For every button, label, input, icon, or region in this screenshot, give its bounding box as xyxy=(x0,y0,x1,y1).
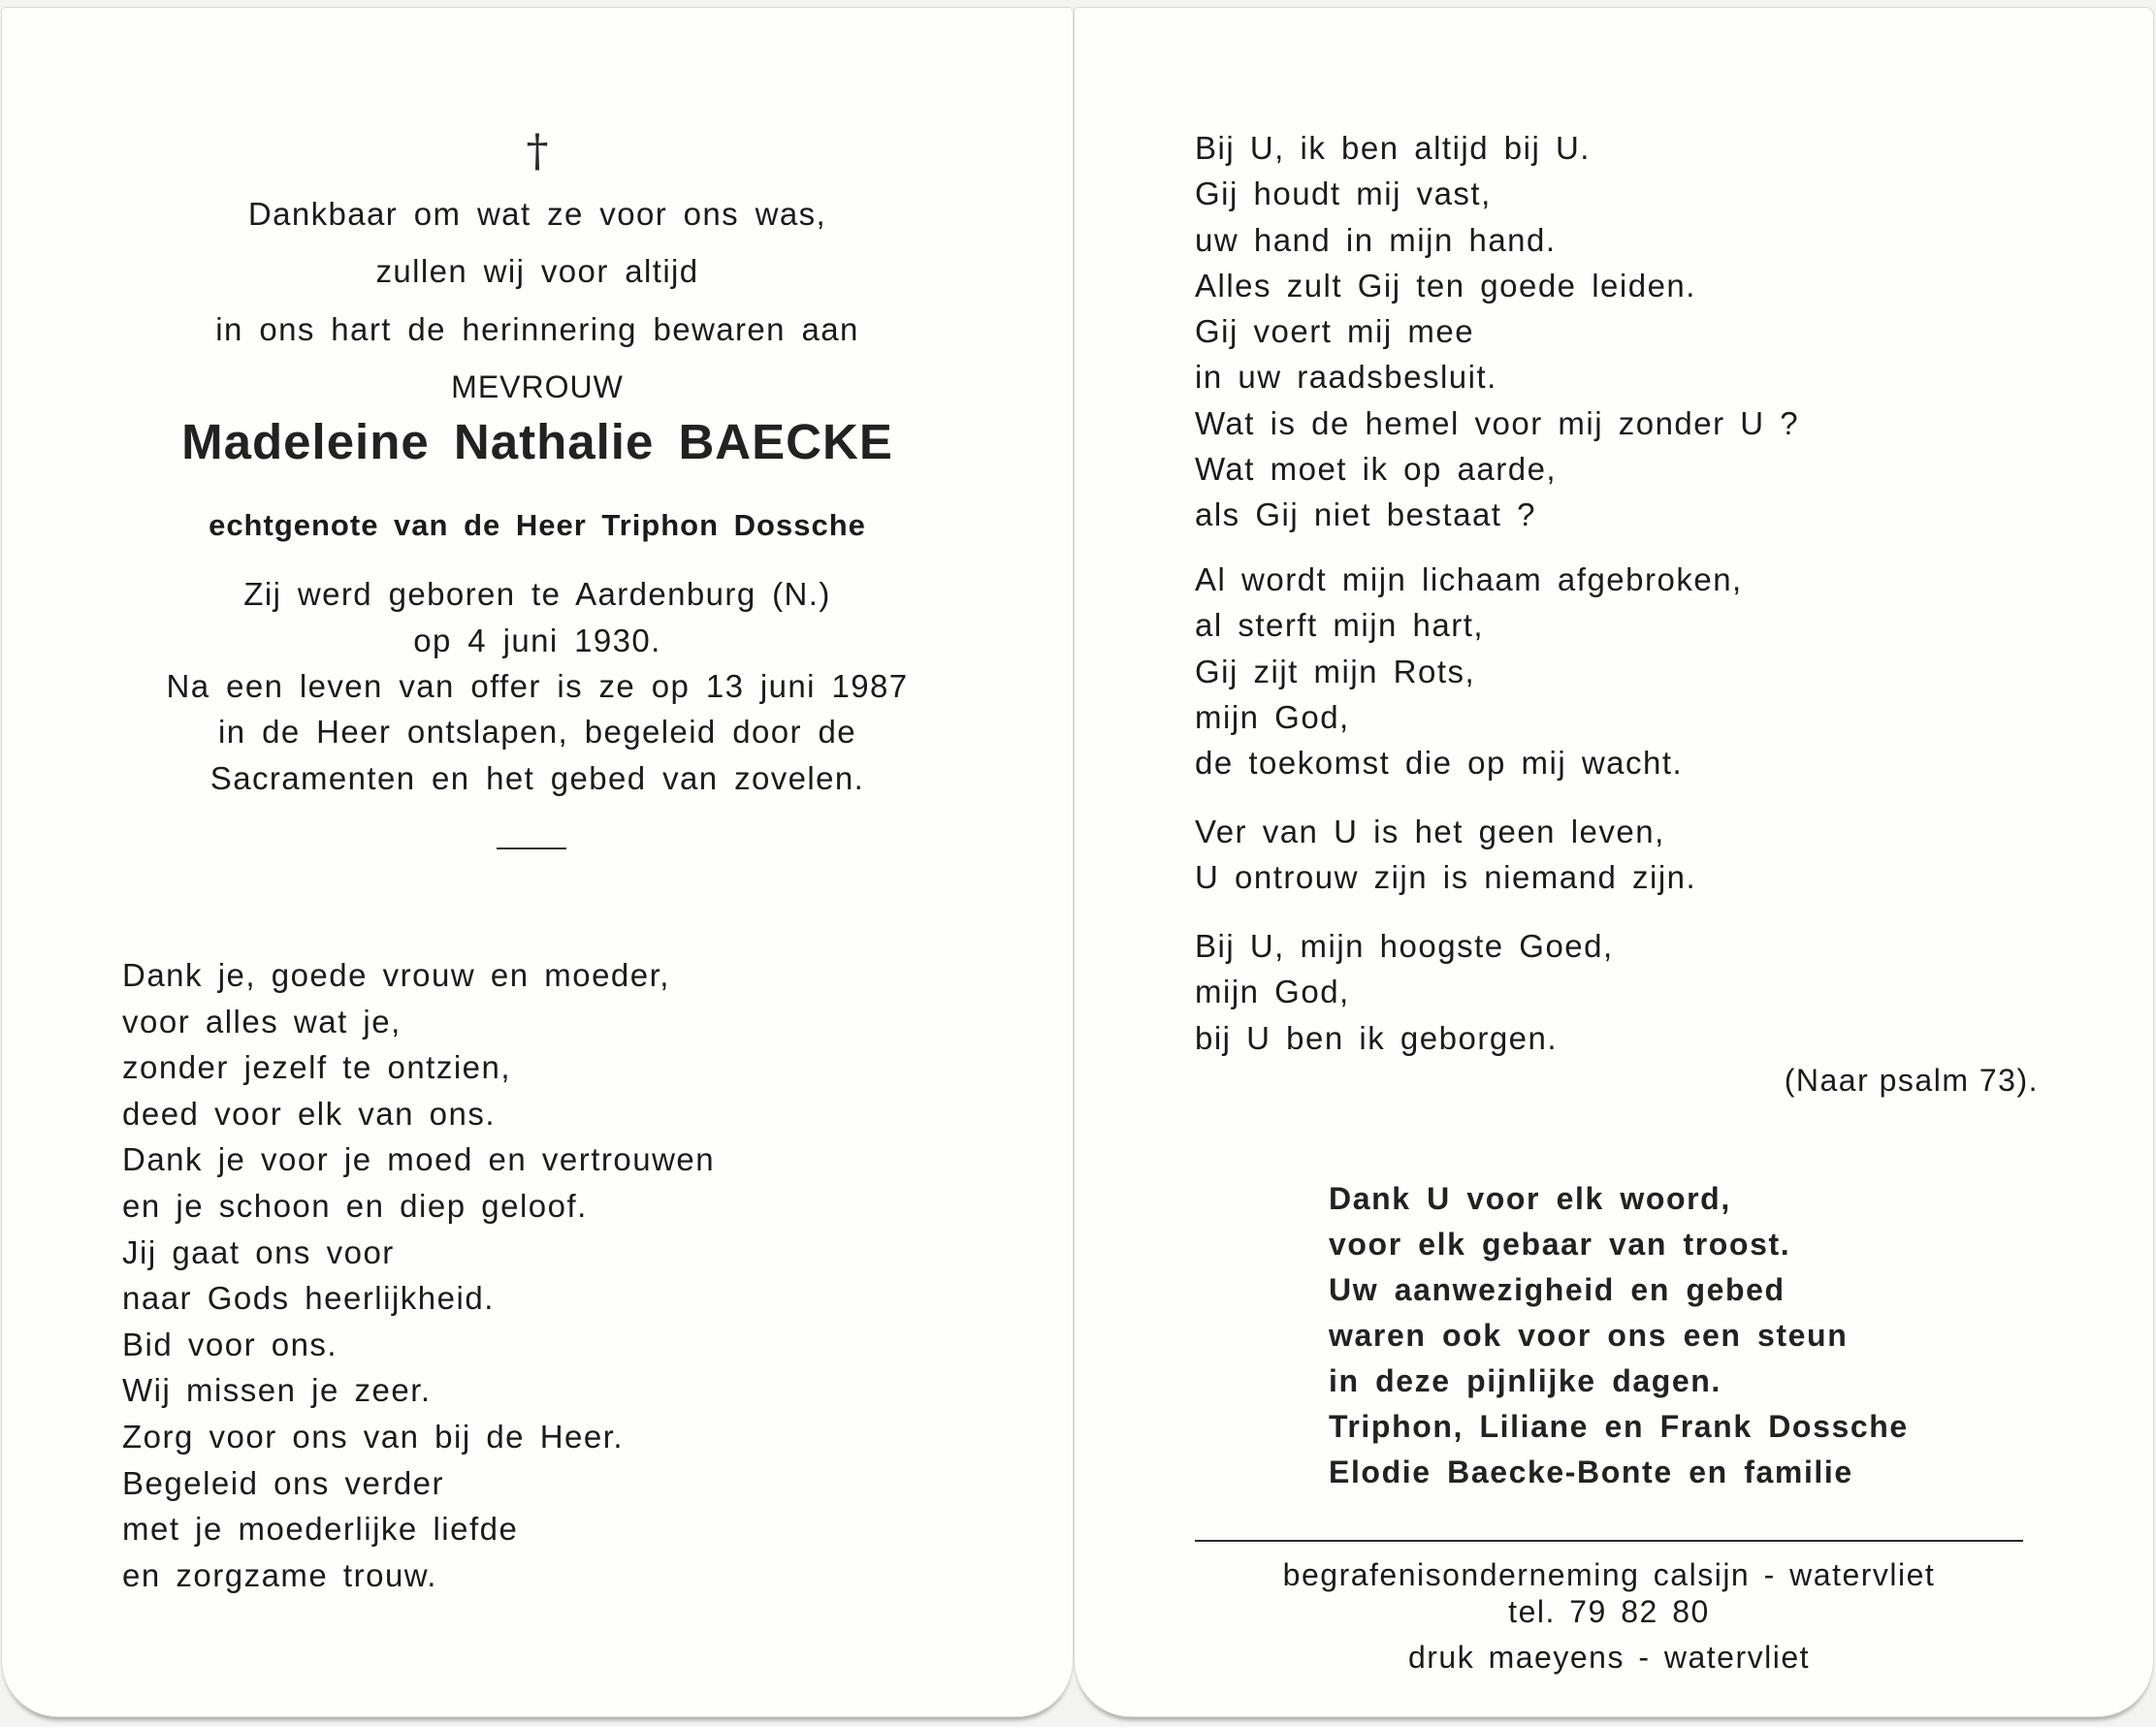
poem-line: Begeleid ons verder xyxy=(122,1464,445,1501)
death-line: Sacramenten en het gebed van zovelen. xyxy=(209,760,865,796)
poem-line: deed voor elk van ons. xyxy=(122,1095,497,1132)
thanks-line: Dank U voor elk woord, xyxy=(1329,1181,1731,1216)
psalm-stanza xyxy=(1195,923,1614,1061)
birth-line: op 4 juni 1930. xyxy=(413,623,661,658)
psalm-line: Alles zult Gij ten goede leiden. xyxy=(1195,267,1696,304)
psalm-line: Bij U, ik ben altijd bij U. xyxy=(1195,130,1591,166)
right-card xyxy=(1075,8,2153,1716)
psalm-line: mijn God, xyxy=(1195,698,1350,735)
psalm-stanza xyxy=(1195,809,1696,901)
poem-line: met je moederlijke liefde xyxy=(122,1511,519,1548)
poem-line: Jij gaat ons voor xyxy=(122,1233,395,1270)
psalm-line: Al wordt mijn lichaam afgebroken, xyxy=(1195,561,1743,597)
family-names: Elodie Baecke-Bonte en familie xyxy=(1329,1455,1853,1489)
intro-line: in ons hart de herinnering bewaren aan xyxy=(215,311,859,347)
death-line: in de Heer ontslapen, begeleid door de xyxy=(218,714,856,750)
intro-line: Dankbaar om wat ze voor ons was, xyxy=(247,196,827,232)
thanks-line: waren ook voor ons een steun xyxy=(1329,1318,1849,1353)
psalm-line: Gij zijt mijn Rots, xyxy=(1195,653,1476,689)
funeral-home: begrafenisonderneming calsijn - watervliet xyxy=(1282,1557,1936,1592)
psalm-line: uw hand in mijn hand. xyxy=(1195,221,1557,258)
tribute-poem xyxy=(122,952,715,1598)
poem-line: Zorg voor ons van bij de Heer. xyxy=(122,1418,625,1455)
poem-line: voor alles wat je, xyxy=(122,1003,402,1039)
thanks-message xyxy=(1329,1176,1909,1495)
psalm-line: mijn God, xyxy=(1195,974,1350,1010)
poem-line: en je schoon en diep geloof. xyxy=(122,1187,588,1224)
poem-line: naar Gods heerlijkheid. xyxy=(122,1280,495,1317)
thanks-line: voor elk gebaar van troost. xyxy=(1329,1227,1791,1262)
printer-credit: druk maeyens - watervliet xyxy=(1407,1640,1811,1675)
intro-line: zullen wij voor altijd xyxy=(375,253,699,289)
death-line: Na een leven van offer is ze op 13 juni 1987 xyxy=(166,668,909,704)
spouse-line: echtgenote van de Heer Triphon Dossche xyxy=(209,508,866,542)
psalm-line: bij U ben ik geborgen. xyxy=(1195,1019,1559,1056)
poem-line: Dank je voor je moed en vertrouwen xyxy=(122,1141,716,1178)
left-card xyxy=(2,8,1073,1716)
psalm-line: Gij voert mij mee xyxy=(1195,313,1475,350)
thanks-line: in deze pijnlijke dagen. xyxy=(1329,1363,1722,1398)
psalm-line: als Gij niet bestaat ? xyxy=(1195,496,1536,533)
divider xyxy=(497,848,566,849)
psalm-line: Gij houdt mij vast, xyxy=(1195,176,1492,212)
poem-line: Wij missen je zeer. xyxy=(122,1372,432,1409)
psalm-line: Ver van U is het geen leven, xyxy=(1195,814,1665,849)
psalm-line: Bij U, mijn hoogste Goed, xyxy=(1195,928,1614,964)
poem-line: zonder jezelf te ontzien, xyxy=(122,1049,512,1086)
psalm-line: Wat is de hemel voor mij zonder U ? xyxy=(1195,404,1800,441)
family-names: Triphon, Liliane en Frank Dossche xyxy=(1329,1409,1909,1444)
cross-icon: † xyxy=(526,124,549,176)
deceased-name: Madeleine Nathalie BAECKE xyxy=(181,414,893,469)
psalm-line: de toekomst die op mij wacht. xyxy=(1195,745,1684,782)
poem-line: Dank je, goede vrouw en moeder, xyxy=(122,957,670,993)
salutation: MEVROUW xyxy=(451,369,624,404)
psalm-line: Wat moet ik op aarde, xyxy=(1195,451,1558,488)
birth-line: Zij werd geboren te Aardenburg (N.) xyxy=(243,576,831,612)
poem-line: Bid voor ons. xyxy=(122,1326,338,1362)
psalm-line: in uw raadsbesluit. xyxy=(1195,359,1497,396)
psalm-line: U ontrouw zijn is niemand zijn. xyxy=(1195,859,1697,896)
psalm-source: (Naar psalm 73). xyxy=(1784,1063,2039,1098)
psalm-line: al sterft mijn hart, xyxy=(1195,607,1485,644)
footer-divider xyxy=(1195,1540,2023,1542)
thanks-line: Uw aanwezigheid en gebed xyxy=(1329,1272,1786,1307)
poem-line: en zorgzame trouw. xyxy=(122,1556,437,1593)
phone-number: tel. 79 82 80 xyxy=(1508,1594,1710,1629)
psalm-stanza xyxy=(1195,125,1799,538)
psalm-stanza xyxy=(1195,557,1743,785)
